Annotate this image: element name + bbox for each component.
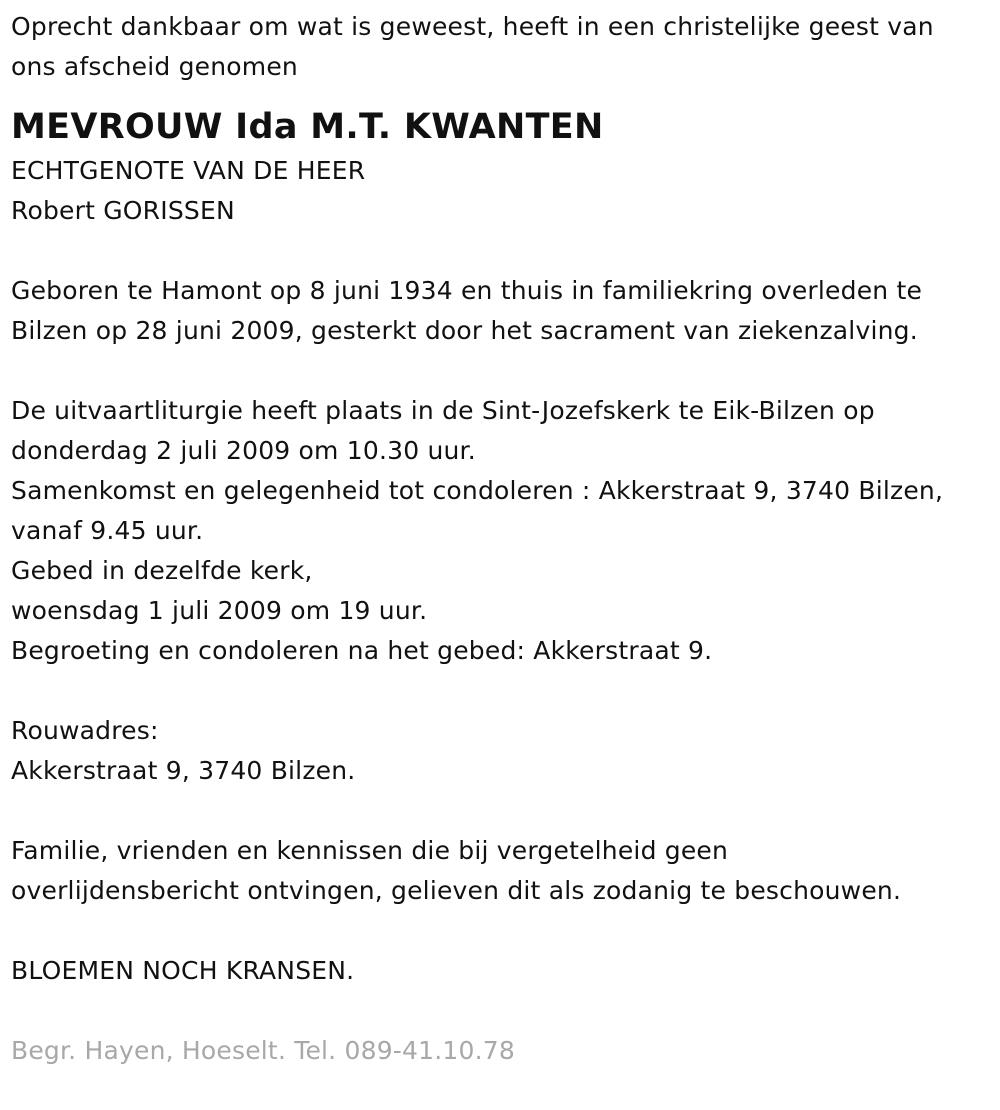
funeral-line: woensdag 1 juli 2009 om 19 uur. — [11, 596, 428, 625]
paragraph-spacer — [11, 351, 991, 391]
funeral-paragraph — [11, 391, 991, 671]
funeral-line: De uitvaartliturgie heeft plaats in de Sint-Jozefskerk te Eik-Bilzen op — [11, 396, 875, 425]
mourning-address-label: Rouwadres: — [11, 716, 159, 745]
intro-line: ons afscheid genomen — [11, 52, 298, 81]
paragraph-spacer — [11, 991, 991, 1031]
birth-death-line: Geboren te Hamont op 8 juni 1934 en thuis in familiekring overleden te — [11, 276, 923, 305]
notice-paragraph — [11, 831, 991, 911]
deceased-block — [11, 105, 991, 231]
paragraph-spacer — [11, 791, 991, 831]
flowers-notice: BLOEMEN NOCH KRANSEN. — [11, 956, 355, 985]
obituary-notice — [11, 7, 991, 1071]
spouse-name: Robert GORISSEN — [11, 196, 235, 225]
intro-line: Oprecht dankbaar om wat is geweest, heeft in een christelijke geest van — [11, 12, 934, 41]
paragraph-spacer — [11, 671, 991, 711]
intro-text — [11, 7, 991, 87]
funeral-line: Gebed in dezelfde kerk, — [11, 556, 313, 585]
funeral-line: vanaf 9.45 uur. — [11, 516, 204, 545]
undertaker-credit: Begr. Hayen, Hoeselt. Tel. 089-41.10.78 — [11, 1036, 515, 1065]
spouse-title: ECHTGENOTE VAN DE HEER — [11, 156, 366, 185]
funeral-line: donderdag 2 juli 2009 om 10.30 uur. — [11, 436, 476, 465]
funeral-line: Samenkomst en gelegenheid tot condoleren : Akkerstraat 9, 3740 Bilzen, — [11, 476, 944, 505]
funeral-line: Begroeting en condoleren na het gebed: Akkerstraat 9. — [11, 636, 713, 665]
mourning-address-value: Akkerstraat 9, 3740 Bilzen. — [11, 756, 356, 785]
deceased-name: MEVROUW Ida M.T. KWANTEN — [11, 107, 604, 147]
birth-death-line: Bilzen op 28 juni 2009, gesterkt door het sacrament van ziekenzalving. — [11, 316, 918, 345]
birth-death-paragraph — [11, 271, 991, 351]
mourning-address-paragraph — [11, 711, 991, 791]
notice-line: Familie, vrienden en kennissen die bij vergetelheid geen — [11, 836, 729, 865]
notice-line: overlijdensbericht ontvingen, gelieven dit als zodanig te beschouwen. — [11, 876, 902, 905]
paragraph-spacer — [11, 911, 991, 951]
paragraph-spacer — [11, 231, 991, 271]
